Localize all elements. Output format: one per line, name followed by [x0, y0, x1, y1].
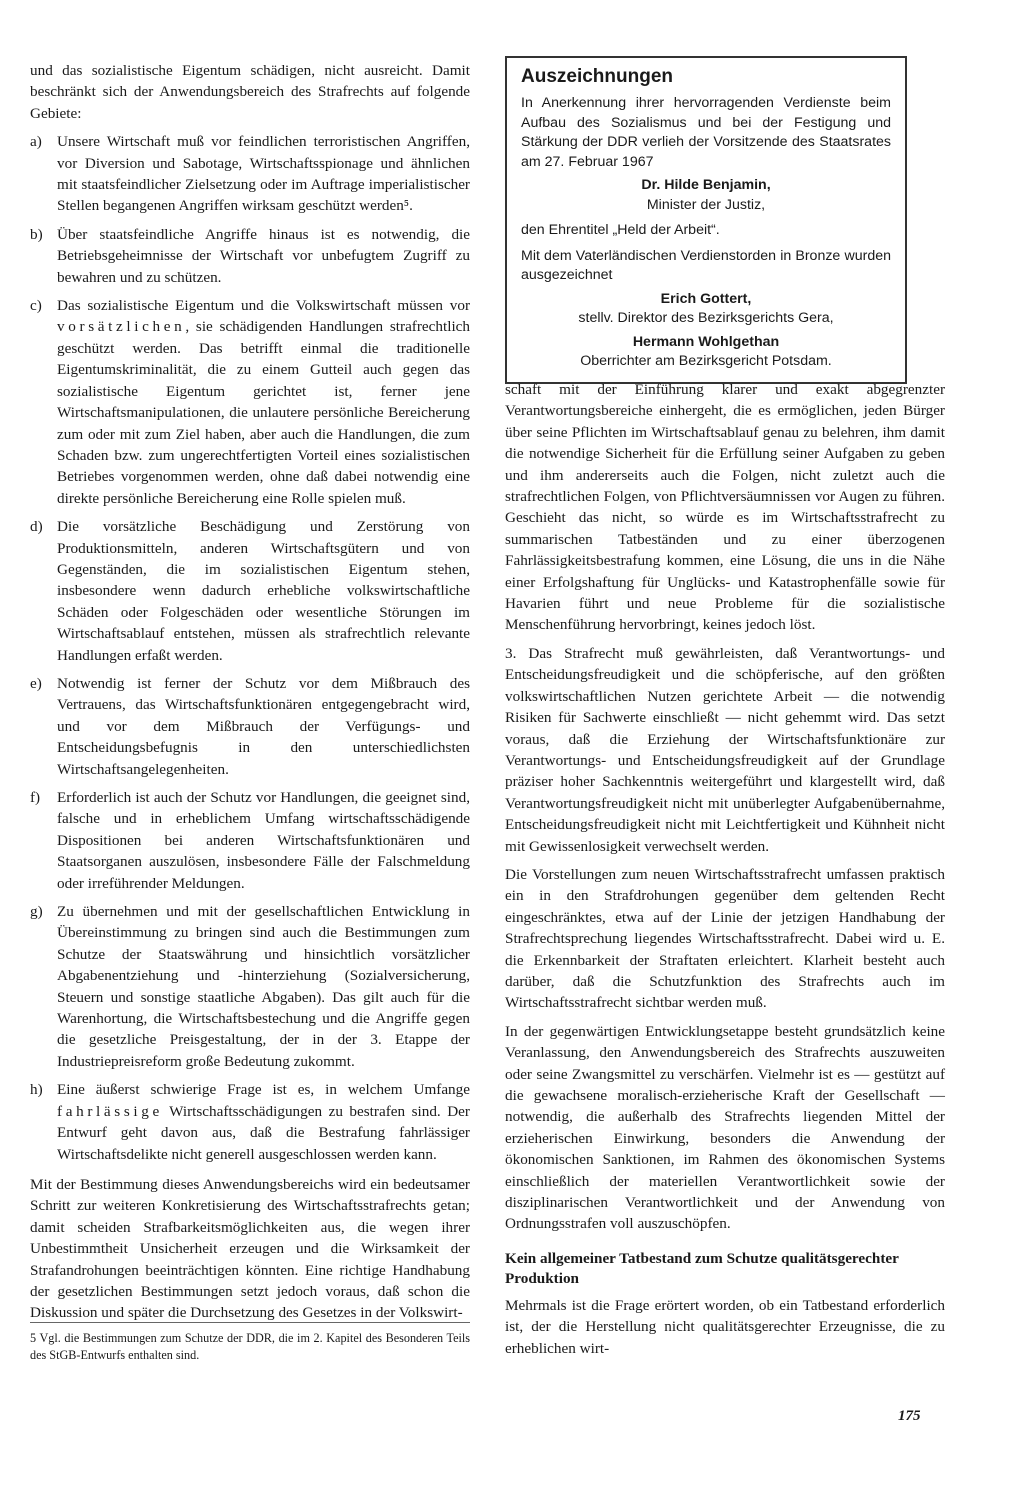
order-text: Mit dem Vaterländischen Verdienstorden in Bronze wurden ausgezeichnet — [521, 247, 891, 283]
list-item-text: Erforderlich ist auch der Schutz vor Handlungen, die geeignet sind, falsche und in erheblichem Umfang wirtschaftsschädigende Dispositionen bei anderen Wirtschaftsfunktionären und Staatsorganen auszulösen, insbesondere Fälle der Falschmeldung oder irreführender Meldungen. — [57, 789, 470, 892]
awards-title: Auszeichnungen — [521, 66, 674, 87]
list-item-text — [57, 1079, 470, 1165]
list-item-label: a) — [30, 133, 42, 151]
list-item-text-part: Das sozialistische Eigentum und die Volkswirtschaft müssen vor — [57, 297, 470, 315]
awardee-name: Hermann Wohlgethan — [632, 333, 780, 350]
list-item-label: b) — [30, 225, 43, 243]
enumerated-list — [30, 131, 470, 1165]
paragraph: 3. Das Strafrecht muß gewährleisten, daß Verantwortungs- und Entscheidungsfreudigkeit und die schöpferische, auf den größten volkswirtschaftlichen Nutzen gerichtete Arbeit — die notwendig Risiken für Sachwerte einschließt — nicht gehemmt wird. Das setzt voraus, daß die Erziehung der Wirtschaftsfunktionäre zur Verantwortungs- und Entscheidungsfreudigkeit auf der Grundlage präziser hoher Sachkenntnis weitergeführt und klargestellt wird, daß Verantwortungsfreudigkeit nicht mit unüberlegter Aufgabenübernahme, Entscheidungsfreudigkeit nicht mit Leichtfertigkeit und Kühnheit nicht mit Gewissenlosigkeit verwechselt werden. — [505, 644, 945, 855]
awardee-name: Dr. Hilde Benjamin, — [641, 177, 771, 193]
intro-paragraph: und das sozialistische Eigentum schädigen, nicht ausreicht. Damit beschränkt sich der Anwendungsbereich des Strafrechts auf folgende Gebiete: — [30, 62, 470, 122]
awardee-role: Oberrichter am Bezirksgericht Potsdam. — [580, 353, 832, 369]
list-item-text: Zu übernehmen und mit der gesellschaftlichen Entwicklung in Übereinstimmung zu bringen sind auch die Bestimmungen zum Schutze der Staatswährung und hinsichtlich vorsätzlicher Abgabenentziehung und -hinterziehung (Sozialversicherung, Steuern und sonstige staatliche Abgaben). Das gilt auch für die Warenhortung, die Wirtschaftsbestechung und die Angriffe gegen die gesetzliche Preisgestaltung, der in der 3. Etappe der Industriepreisreform große Bedeutung zukommt. — [57, 903, 470, 1070]
awardee-name: Erich Gottert, — [660, 290, 752, 307]
list-item — [30, 673, 470, 780]
right-column — [505, 379, 945, 1359]
list-item-label: e) — [30, 674, 42, 692]
list-item-label: c) — [30, 297, 42, 315]
list-item — [30, 131, 470, 217]
paragraph: In der gegenwärtigen Entwicklungsetappe besteht grundsätzlich keine Veranlassung, den Anwendungsbereich des Strafrechts auszuweiten oder seine Zwangsmittel zu verschärfen. Vielmehr ist es — gestützt auf die gewachsene moralisch-erzieherische Kraft der Gesellschaft — notwendig, die außerhalb des Strafrechts liegenden Mittel der erzieherischen Einwirkung, besonders die Anwendung der ökonomischen Sanktionen, im Rahmen des ökonomischen Systems einschließlich der materiellen Verantwortlichkeit sowie der disziplinarischen Verantwortlichkeit und der Anwendung von Ordnungsstrafen voll auszuschöpfen. — [505, 1022, 945, 1233]
paragraph: Mehrmals ist die Frage erörtert worden, ob ein Tatbestand erforderlich ist, der die Herstellung nicht qualitätsgerechter Erzeugnisse, die zu erheblichen wirt- — [505, 1296, 945, 1357]
list-item-text: Unsere Wirtschaft muß vor feindlichen terroristischen Angriffen, vor Diversion und Sabotage, Wirtschaftsspionage und ähnlichen mit staatsfeindlicher Zielsetzung oder im Auftrage imperialistischer Stellen begangenen Angriffen wirksam geschützt werden⁵. — [57, 133, 470, 215]
list-item — [30, 787, 470, 894]
spaced-emphasis: vorsätzlichen — [57, 318, 186, 336]
list-item-label: h) — [30, 1081, 43, 1099]
section-heading: Kein allgemeiner Tatbestand zum Schutze qualitätsgerechter Produktion — [505, 1249, 899, 1287]
list-item-text-part: , sie schädigenden Handlungen strafrechtlich geschützt werden. Das betrifft einmal die traditionelle Eigentumskriminalität, die zu einem Gutteil auch gegen das sozialistische Eigentum gerichtet ist, ferner jene Wirtschaftsmanipulationen, die unlautere persönliche Bereicherung zum oder mit zum Ziel haben, aber auch die Handlungen, die zum Schaden bzw. zum ungerechtfertigten Vorteil eines sozialistischen Betriebes vorgenommen werden, ohne daß dabei notwendig eine direkte persönliche Bereicherung eine Rolle spielen muß. — [57, 318, 470, 507]
awardee-role: stellv. Direktor des Bezirksgerichts Gera, — [578, 310, 834, 326]
list-item — [30, 901, 470, 1072]
list-item-text-part: Eine äußerst schwierige Frage ist es, in welchem Umfange — [57, 1081, 470, 1099]
list-item-text — [57, 295, 470, 509]
award-title-text: den Ehrentitel „Held der Arbeit“. — [521, 222, 720, 238]
page-number: 175 — [898, 1408, 921, 1424]
list-item-text: Die vorsätzliche Beschädigung und Zerstörung von Produktionsmitteln, anderen Wirtschaftsgütern und von Gegenständen, die im sozialistischen Eigentum stehen, insbesondere wenn dadurch erhebliche volkswirtschaftliche Schäden oder Folgeschäden oder wesentliche Störungen im Wirtschaftsablauf entstehen, müssen als strafrechtlich relevante Handlungen erfaßt werden. — [57, 518, 470, 664]
awards-intro: In Anerkennung ihrer hervorragenden Verdienste beim Aufbau des Sozialismus und bei der Festigung und Stärkung der DDR verlieh der Vorsitzende des Staatsrates am 27. Februar 1967 — [521, 95, 891, 170]
list-item-text-part: Wirtschaftsschädigungen zu bestrafen sind. Der Entwurf geht davon aus, daß die Bestrafung fahrlässiger Wirtschaftsdelikte nicht generell ausgeschlossen werden kann. — [57, 1102, 470, 1163]
list-item — [30, 295, 470, 509]
awards-box — [505, 56, 907, 384]
spaced-emphasis: fahrlässige — [57, 1102, 163, 1120]
list-item-label: g) — [30, 903, 43, 921]
paragraph: Die Vorstellungen zum neuen Wirtschaftsstrafrecht umfassen praktisch ein in den Strafdrohungen gegenüber dem geltenden Recht eingeschränktes, etwa auf der Linie der jetzigen Handhabung der Strafrechtsprechung liegendes Wirtschaftsstrafrecht. Dabei wird u. E. die Erkennbarkeit der Straftaten erleichtert. Klarheit besteht auch darüber, daß die Schutzfunktion des Strafrechts auch im Wirtschaftsstrafrecht sichtbar werden muß. — [505, 865, 945, 1012]
list-item — [30, 516, 470, 666]
list-item — [30, 224, 470, 288]
list-item-label: f) — [30, 789, 41, 806]
left-column — [30, 60, 470, 1324]
footnote: 5 Vgl. die Bestimmungen zum Schutze der DDR, die im 2. Kapitel des Besonderen Teils des StGB-Entwurfs enthalten sind. — [30, 1322, 470, 1363]
closing-paragraph: Mit der Bestimmung dieses Anwendungsbereichs wird ein bedeutsamer Schritt zur weiteren Konkretisierung des Wirtschaftsstrafrechts getan; damit scheiden Strafbarkeitsmöglichkeiten aus, die wegen ihrer Unbestimmtheit Unsicherheit erzeugen und die Wirksamkeit der Strafandrohungen beeinträchtigen könnten. Eine richtige Handhabung der gesetzlichen Bestimmungen setzt jedoch voraus, daß schon die Diskussion und später die Durchsetzung des Gesetzes in der Volkswirt- — [30, 1175, 470, 1322]
awardee-role: Minister der Justiz, — [646, 196, 766, 213]
list-item-label: d) — [30, 518, 43, 536]
list-item — [30, 1079, 470, 1165]
paragraph: schaft mit der Einführung klarer und exakt abgegrenzter Verantwortungsbereiche einhergeht, die es ermöglichen, jeden Bürger über seine Pflichten im Wirtschaftsablauf genau zu belehren, ihm damit die notwendige Sicherheit für die Erfüllung seiner Aufgaben zu geben und ihm andererseits auch die Folgen, nicht zuletzt auch die strafrechtlichen Folgen, von Pflichtversäumnissen vor Augen zu führen. Geschieht das nicht, so würde es im Wirtschaftsstrafrecht zu summarischen Tatbeständen und zu einer überzogenen Fahrlässigkeitsbestrafung kommen, eine Lösung, die uns in die Nähe einer Erfolgshaftung für Unglücks- und Katastrophenfälle sowie für Havarien führt und neue Probleme für die sozialistische Menschenführung hervorbringt, keines jedoch löst. — [505, 381, 945, 634]
list-item-text: Notwendig ist ferner der Schutz vor dem Mißbrauch des Vertrauens, das Wirtschaftsfunktionären entgegengebracht wird, und vor dem Mißbrauch der Verfügungs- und Entscheidungsbefugnis in den unterschiedlichsten Wirtschaftsangelegenheiten. — [57, 674, 470, 778]
list-item-text: Über staatsfeindliche Angriffe hinaus ist es notwendig, die Betriebsgeheimnisse der Wirtschaft vor unbefugtem Zugriff zu bewahren und zu schützen. — [57, 225, 470, 286]
